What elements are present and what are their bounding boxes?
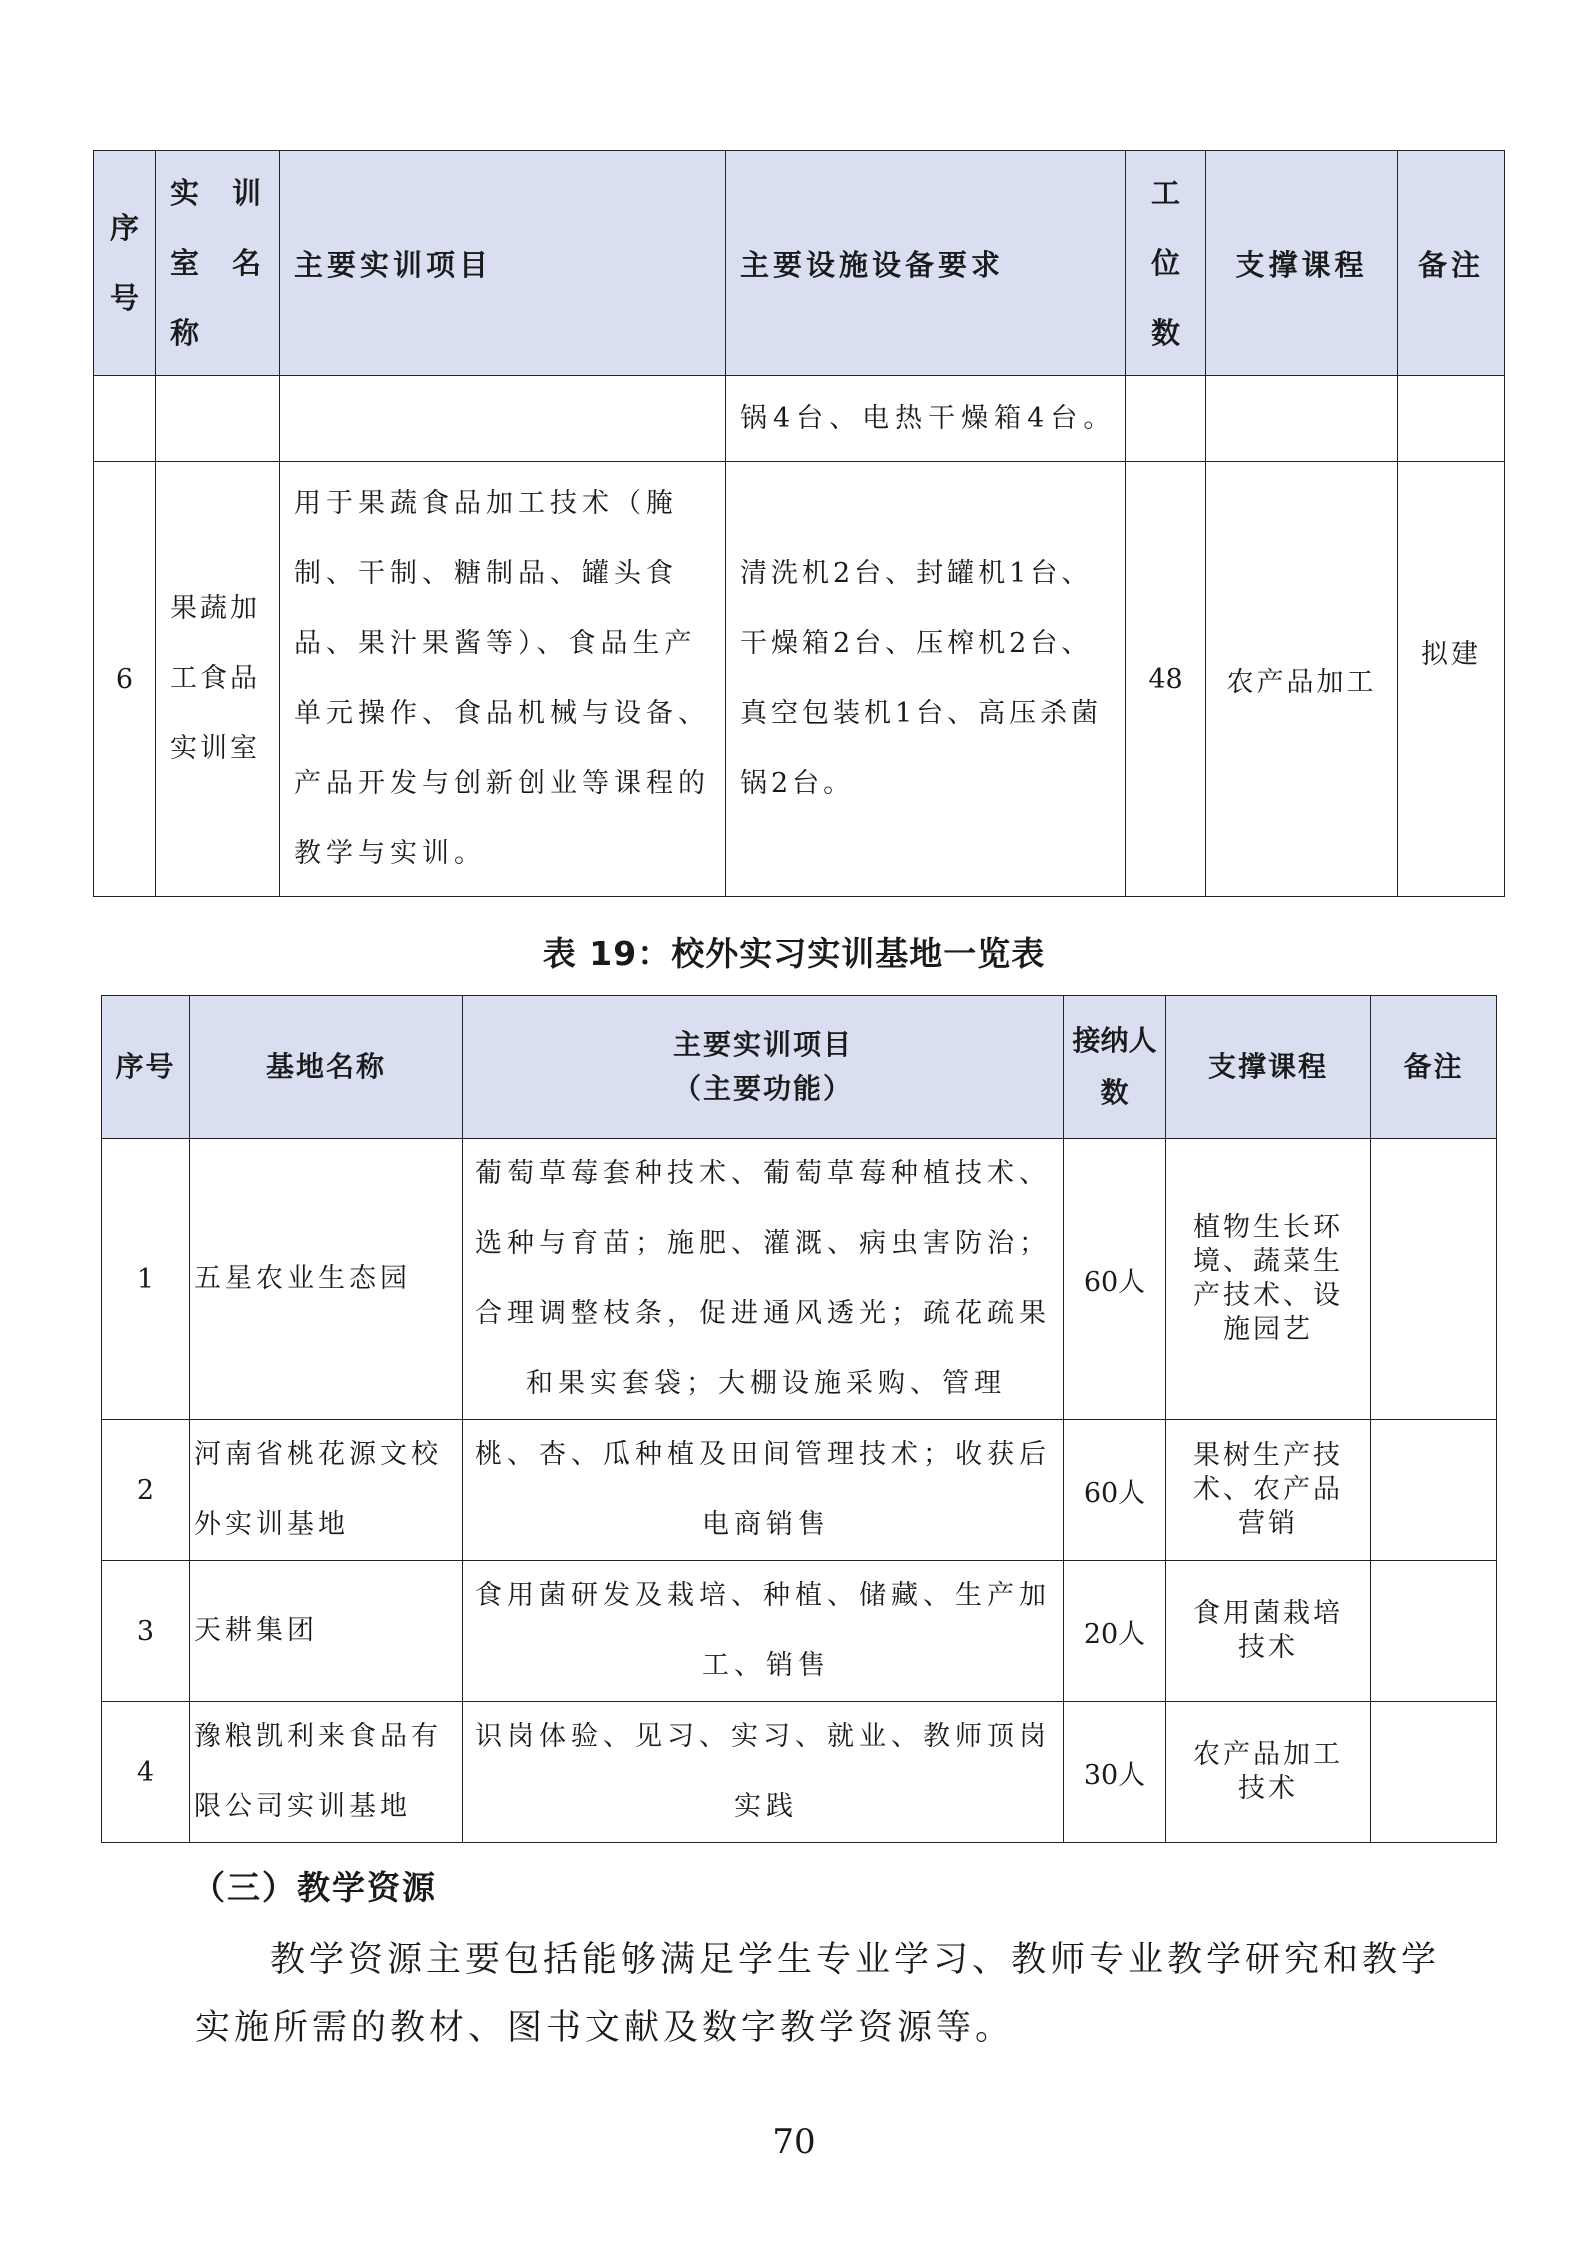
- table-caption: 表 19：校外实习实训基地一览表: [542, 934, 1046, 973]
- header-capacity: 接纳人 数: [1064, 996, 1166, 1139]
- header-stations: 工 位 数: [1126, 151, 1206, 376]
- header-remark: 备注: [1398, 151, 1505, 376]
- header-seq: 序号: [102, 996, 190, 1139]
- seq-cell: 2: [102, 1420, 190, 1561]
- table-row: [102, 1702, 1497, 1843]
- table-row: [102, 1561, 1497, 1702]
- seq-cell: 1: [102, 1139, 190, 1420]
- course-cell: 农产品加工 技术: [1166, 1702, 1371, 1843]
- project-cell: 识岗体验、见习、实习、就业、教师顶岗 实践: [463, 1702, 1064, 1843]
- course-cell: 植物生长环 境、蔬菜生 产技术、设 施园艺: [1166, 1139, 1371, 1420]
- remark-cell: [1371, 1702, 1497, 1843]
- table-row: [94, 376, 1505, 462]
- paragraph-line: 实施所需的教材、图书文献及数字教学资源等。: [195, 2008, 1015, 2048]
- stations-cell: 48: [1126, 462, 1206, 897]
- header-course: 支撑课程: [1206, 151, 1398, 376]
- header-room-name: 实 训 室 名 称: [156, 151, 280, 376]
- course-cell: 农产品加工: [1206, 462, 1398, 897]
- table-row: [94, 462, 1505, 897]
- seq-cell: 3: [102, 1561, 190, 1702]
- capacity-cell: 60人: [1064, 1139, 1166, 1420]
- base-name-cell: 河南省桃花源文校 外实训基地: [190, 1420, 463, 1561]
- equipment-cell: 锅4台、电热干燥箱4台。: [726, 376, 1126, 462]
- table-row: [102, 1420, 1497, 1561]
- base-name-cell: 豫粮凯利来食品有 限公司实训基地: [190, 1702, 463, 1843]
- header-remark: 备注: [1371, 996, 1497, 1139]
- capacity-cell: 20人: [1064, 1561, 1166, 1702]
- course-cell: 食用菌栽培 技术: [1166, 1561, 1371, 1702]
- header-seq: 序 号: [94, 151, 156, 376]
- remark-cell: [1371, 1139, 1497, 1420]
- table-header-row: [102, 996, 1497, 1139]
- project-cell: 葡萄草莓套种技术、葡萄草莓种植技术、 选种与育苗；施肥、灌溉、病虫害防治； 合理调整枝条，促进通风透光；疏花疏果 和果实套袋；大棚设施采购、管理: [463, 1139, 1064, 1420]
- table-header-row: [94, 151, 1505, 376]
- remark-cell: [1371, 1420, 1497, 1561]
- capacity-cell: 60人: [1064, 1420, 1166, 1561]
- training-room-table: [93, 150, 1505, 897]
- equipment-cell: 清洗机2台、封罐机1台、 干燥箱2台、压榨机2台、 真空包装机1台、高压杀菌 锅2台。: [726, 462, 1126, 897]
- section-heading: （三）教学资源: [192, 1868, 437, 1907]
- paragraph-line: 教学资源主要包括能够满足学生专业学习、教师专业教学研究和教学: [270, 1940, 1441, 1980]
- offcampus-base-table: [101, 995, 1497, 1843]
- header-project: 主要实训项目: [280, 151, 726, 376]
- header-base-name: 基地名称: [190, 996, 463, 1139]
- seq-cell: 6: [94, 462, 156, 897]
- remark-cell: [1371, 1561, 1497, 1702]
- project-cell: 桃、杏、瓜种植及田间管理技术；收获后 电商销售: [463, 1420, 1064, 1561]
- header-equipment: 主要设施设备要求: [726, 151, 1126, 376]
- course-cell: 果树生产技 术、农产品 营销: [1166, 1420, 1371, 1561]
- page-number: 70: [772, 2122, 816, 2162]
- capacity-cell: 30人: [1064, 1702, 1166, 1843]
- table-row: [102, 1139, 1497, 1420]
- header-course: 支撑课程: [1166, 996, 1371, 1139]
- header-project: 主要实训项目 （主要功能）: [463, 996, 1064, 1139]
- seq-cell: 4: [102, 1702, 190, 1843]
- base-name-cell: 天耕集团: [190, 1561, 463, 1702]
- project-cell: 用于果蔬食品加工技术（腌 制、干制、糖制品、罐头食 品、果汁果酱等）、食品生产 单元操作、食品机械与设备、 产品开发与创新创业等课程的 教学与实训。: [280, 462, 726, 897]
- remark-cell: 拟建: [1398, 462, 1505, 897]
- base-name-cell: 五星农业生态园: [190, 1139, 463, 1420]
- project-cell: 食用菌研发及栽培、种植、储藏、生产加 工、销售: [463, 1561, 1064, 1702]
- room-name-cell: 果蔬加 工食品 实训室: [156, 462, 280, 897]
